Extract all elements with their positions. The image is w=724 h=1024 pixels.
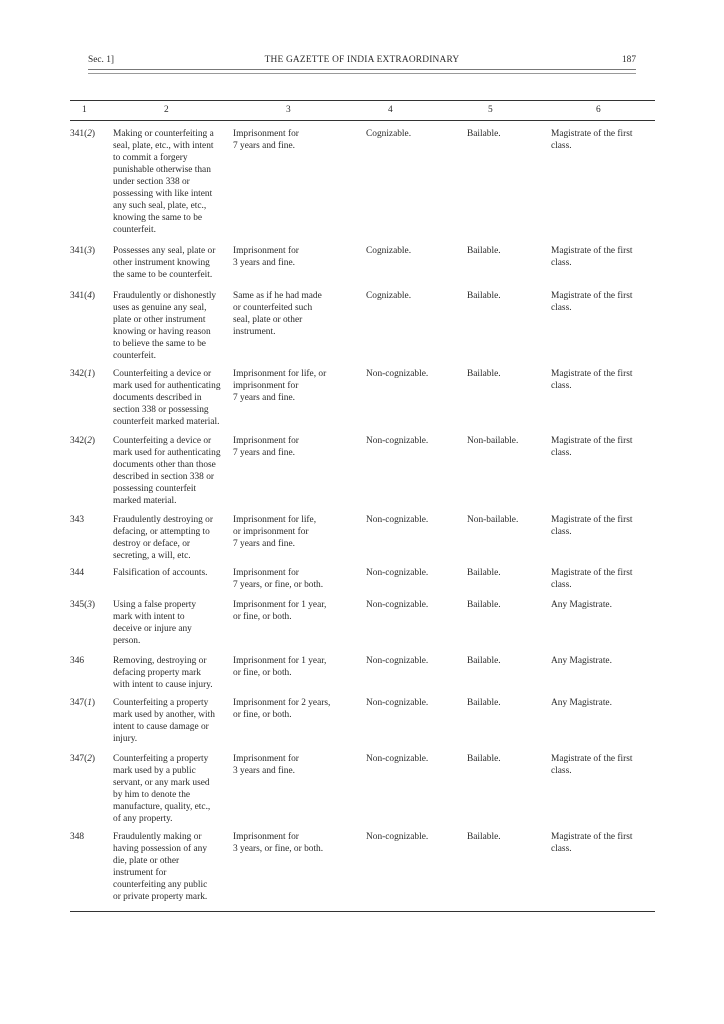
punishment-cell: Same as if he had made or counterfeited such seal, plate or other instrument. [233,291,322,337]
offence-cell: Fraudulently destroying or defacing, or attempting to destroy or deface, or secreting, a will, etc. [113,515,213,561]
table-body [70,0,655,1024]
punishment-cell: Imprisonment for 1 year, or fine, or both. [233,656,327,678]
table-bottom-rule [70,911,655,912]
offence-cell: Possesses any seal, plate or other instrument knowing the same to be counterfeit. [113,246,216,280]
section-label: Sec. 1] [88,55,115,65]
cognizable-cell: Non-cognizable. [366,656,429,666]
offence-cell: Counterfeiting a device or mark used for authenticating documents described in section 338 or possessing counterfeit marked material. [113,369,221,427]
offence-cell: Fraudulently or dishonestly uses as genuine any seal, plate or other instrument knowing or having reason to believe the same to be counterfeit. [113,291,217,361]
punishment-cell: Imprisonment for life, or imprisonment for 7 years and fine. [233,515,317,549]
court-cell: Magistrate of the first class. [551,754,633,776]
gazette-title: THE GAZETTE OF INDIA EXTRAORDINARY [264,55,460,65]
cognizable-cell: Non-cognizable. [366,568,429,578]
offence-cell: Using a false property mark with intent to deceive or injure any person. [113,600,197,646]
bailable-cell: Bailable. [467,832,501,842]
cognizable-cell: Non-cognizable. [366,515,429,525]
cognizable-cell: Non-cognizable. [366,436,429,446]
bailable-cell: Bailable. [467,291,501,301]
offence-cell: Falsification of accounts. [113,568,208,578]
court-cell: Magistrate of the first class. [551,832,633,854]
offence-cell: Counterfeiting a property mark used by a public servant, or any mark used by him to denote the manufacture, quality, etc., of any property. [113,754,211,824]
court-cell: Any Magistrate. [551,698,612,708]
section-cell: 347(2) [70,754,95,764]
section-cell: 348 [70,832,85,842]
court-cell: Any Magistrate. [551,656,612,666]
page-number: 187 [621,55,636,65]
court-cell: Any Magistrate. [551,600,612,610]
cognizable-cell: Non-cognizable. [366,754,429,764]
section-cell: 342(2) [70,436,95,446]
offence-cell: Fraudulently making or having possession of any die, plate or other instrument for counterfeiting any public or private property mark. [113,832,208,902]
offence-cell: Making or counterfeiting a seal, plate, etc., with intent to commit a forgery punishable otherwise than under section 338 or possessing with like intent any such seal, plate, etc., knowing the same to be counterfeit. [113,129,214,235]
bailable-cell: Bailable. [467,698,501,708]
bailable-cell: Bailable. [467,369,501,379]
cognizable-cell: Non-cognizable. [366,600,429,610]
column-header: 6 [596,105,601,115]
punishment-cell: Imprisonment for life, or imprisonment for 7 years and fine. [233,369,327,403]
bailable-cell: Bailable. [467,568,501,578]
bailable-cell: Bailable. [467,129,501,139]
section-cell: 341(2) [70,129,95,139]
punishment-cell: Imprisonment for 7 years and fine. [233,129,299,151]
punishment-cell: Imprisonment for 3 years, or fine, or both. [233,832,324,854]
bailable-cell: Bailable. [467,246,501,256]
court-cell: Magistrate of the first class. [551,436,633,458]
bailable-cell: Bailable. [467,656,501,666]
column-header: 1 [82,105,87,115]
section-cell: 347(1) [70,698,95,708]
cognizable-cell: Cognizable. [366,129,412,139]
court-cell: Magistrate of the first class. [551,515,633,537]
section-cell: 342(1) [70,369,95,379]
punishment-cell: Imprisonment for 7 years, or fine, or both. [233,568,324,590]
bailable-cell: Non-bailable. [467,515,519,525]
offence-cell: Removing, destroying or defacing property mark with intent to cause injury. [113,656,213,690]
section-cell: 341(3) [70,246,95,256]
section-cell: 346 [70,656,85,666]
column-header: 2 [164,105,169,115]
court-cell: Magistrate of the first class. [551,568,633,590]
cognizable-cell: Non-cognizable. [366,832,429,842]
court-cell: Magistrate of the first class. [551,246,633,268]
bailable-cell: Bailable. [467,600,501,610]
court-cell: Magistrate of the first class. [551,129,633,151]
punishment-cell: Imprisonment for 2 years, or fine, or both. [233,698,331,720]
punishment-cell: Imprisonment for 7 years and fine. [233,436,299,458]
court-cell: Magistrate of the first class. [551,369,633,391]
offence-cell: Counterfeiting a device or mark used for authenticating documents other than those described in section 338 or possessing counterfeit marked material. [113,436,221,506]
punishment-cell: Imprisonment for 3 years and fine. [233,246,299,268]
section-cell: 341(4) [70,291,95,301]
section-cell: 344 [70,568,85,578]
punishment-cell: Imprisonment for 3 years and fine. [233,754,299,776]
section-cell: 345(3) [70,600,95,610]
offence-cell: Counterfeiting a property mark used by another, with intent to cause damage or injury. [113,698,215,744]
section-cell: 343 [70,515,85,525]
column-header: 5 [488,105,493,115]
bailable-cell: Bailable. [467,754,501,764]
bailable-cell: Non-bailable. [467,436,519,446]
punishment-cell: Imprisonment for 1 year, or fine, or both. [233,600,327,622]
cognizable-cell: Cognizable. [366,291,412,301]
cognizable-cell: Non-cognizable. [366,369,429,379]
cognizable-cell: Non-cognizable. [366,698,429,708]
court-cell: Magistrate of the first class. [551,291,633,313]
column-header: 3 [286,105,291,115]
cognizable-cell: Cognizable. [366,246,412,256]
column-header: 4 [388,105,393,115]
